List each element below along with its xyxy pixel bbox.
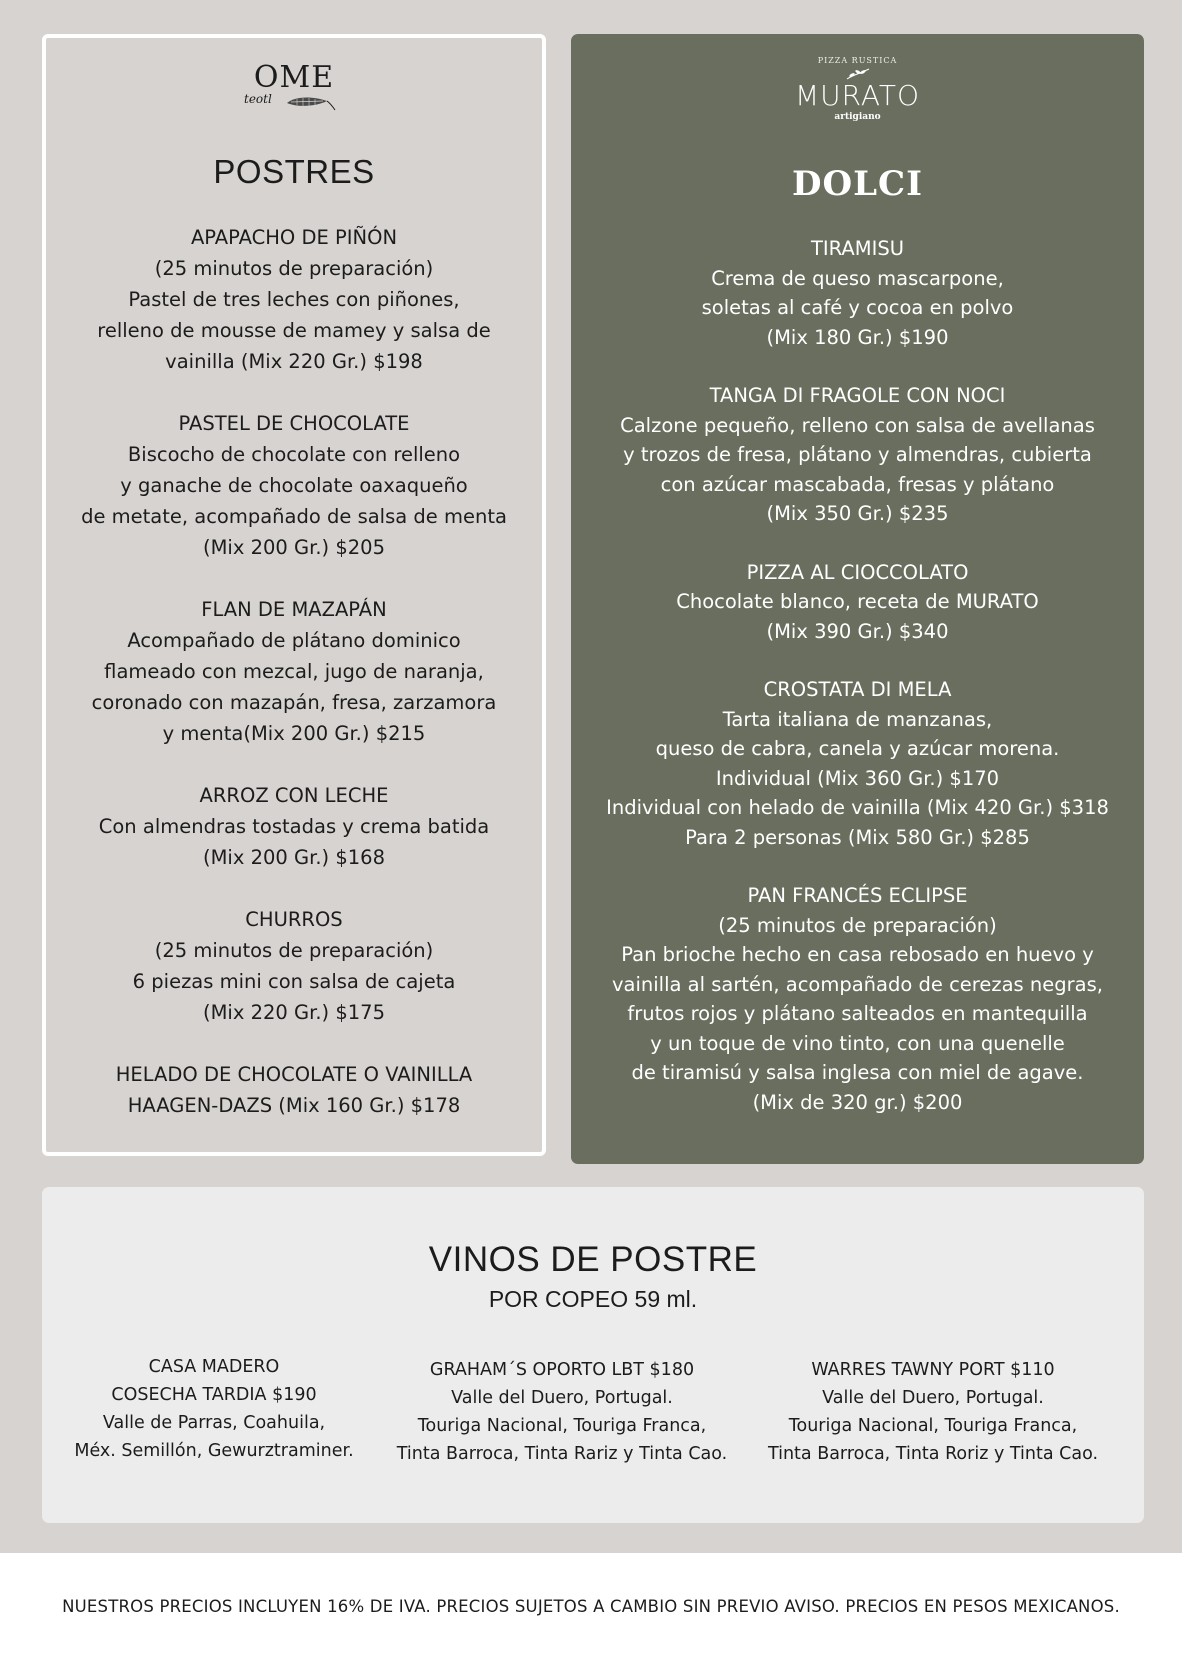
footer — [0, 1553, 1182, 1654]
vinos-title: VINOS DE POSTRE — [428, 1240, 758, 1279]
item-line: vainilla (Mix 220 Gr.) $198 — [165, 350, 423, 373]
dolci-panel — [571, 34, 1144, 1164]
item-line: (Mix 180 Gr.) $190 — [766, 325, 949, 349]
item-line: Tarta italiana de manzanas, — [722, 707, 993, 731]
item-line: soletas al café y cocoa en polvo — [701, 296, 1014, 319]
item-line: (25 minutos de preparación) — [154, 939, 434, 962]
menu-item — [46, 222, 542, 377]
item-name: ARROZ CON LECHE — [199, 784, 389, 807]
item-line: Para 2 personas (Mix 580 Gr.) $285 — [685, 825, 1030, 849]
wine-line: Valle de Parras, Coahuila, — [102, 1413, 326, 1433]
murato-logo-sub: artigiano — [834, 112, 881, 122]
wine-item — [64, 1353, 364, 1465]
item-name: PASTEL DE CHOCOLATE — [178, 412, 410, 435]
item-line: (25 minutos de preparación) — [718, 913, 997, 937]
item-line: (Mix 390 Gr.) $340 — [766, 619, 949, 643]
item-line: Individual con helado de vainilla (Mix 420 Gr.) $318 — [606, 796, 1109, 819]
wine-name: WARRES TAWNY PORT $110 — [811, 1360, 1055, 1380]
wine-line: Touriga Nacional, Touriga Franca, — [788, 1416, 1078, 1436]
menu-item — [46, 594, 542, 749]
item-line: Chocolate blanco, receta de MURATO — [676, 590, 1039, 613]
wine-line: Valle del Duero, Portugal. — [451, 1388, 673, 1408]
item-line: (Mix 200 Gr.) $168 — [203, 846, 385, 869]
menu-item — [571, 558, 1144, 647]
item-line: frutos rojos y plátano salteados en mantequilla — [627, 1002, 1088, 1025]
item-name: FLAN DE MAZAPÁN — [201, 598, 387, 621]
item-name: PIZZA AL CIOCCOLATO — [746, 560, 969, 584]
item-line: (Mix 220 Gr.) $175 — [203, 1001, 385, 1024]
menu-item — [571, 381, 1144, 529]
item-line: Calzone pequeño, relleno con salsa de avellanas — [620, 413, 1095, 437]
item-line: Acompañado de plátano dominico — [127, 629, 461, 652]
item-line: HAAGEN-DAZS (Mix 160 Gr.) $178 — [127, 1094, 461, 1117]
item-name: CROSTATA DI MELA — [763, 678, 952, 701]
wine-line: Méx. Semillón, Gewurztraminer. — [74, 1441, 354, 1461]
item-name: APAPACHO DE PIÑÓN — [190, 226, 398, 249]
dolci-list — [571, 234, 1144, 1117]
item-line: coronado con mazapán, fresa, zarzamora — [91, 691, 497, 714]
ome-logo-text: OME — [253, 60, 335, 95]
item-line: 6 piezas mini con salsa de cajeta — [132, 970, 456, 993]
item-line: (Mix 350 Gr.) $235 — [766, 502, 949, 525]
wine-line: Tinta Barroca, Tinta Rariz y Tinta Cao. — [396, 1444, 728, 1464]
wine-line: COSECHA TARDIA $190 — [111, 1385, 317, 1405]
wine-line: Touriga Nacional, Touriga Franca, — [417, 1416, 707, 1436]
item-name: TANGA DI FRAGOLE CON NOCI — [709, 384, 1006, 407]
wine-line: Tinta Barroca, Tinta Roriz y Tinta Cao. — [767, 1444, 1099, 1464]
postres-panel — [42, 34, 546, 1156]
item-line: de metate, acompañado de salsa de menta — [81, 505, 507, 528]
item-line: Con almendras tostadas y crema batida — [98, 815, 490, 838]
item-line: de tiramisú y salsa inglesa con miel de agave. — [631, 1061, 1084, 1084]
footer-note: NUESTROS PRECIOS INCLUYEN 16% DE IVA. PRECIOS SUJETOS A CAMBIO SIN PREVIO AVISO. PRECIOS EN PESOS MEXICANOS. — [62, 1597, 1120, 1616]
item-line: y menta(Mix 200 Gr.) $215 — [162, 722, 426, 745]
dolci-title: DOLCI — [792, 164, 923, 204]
vinos-panel — [42, 1187, 1144, 1523]
wine-name: CASA MADERO — [148, 1357, 280, 1377]
menu-item — [571, 675, 1144, 852]
item-line: Individual (Mix 360 Gr.) $170 — [715, 766, 1000, 790]
murato-logo — [571, 56, 1144, 130]
item-line: y un toque de vino tinto, con una quenelle — [650, 1031, 1065, 1055]
ome-logo — [46, 62, 542, 118]
item-line: con azúcar mascabada, fresas y plátano — [660, 472, 1055, 496]
vinos-subtitle: POR COPEO 59 ml. — [488, 1286, 698, 1312]
item-line: y ganache de chocolate oaxaqueño — [120, 474, 468, 497]
item-name: CHURROS — [245, 908, 343, 931]
wine-name: GRAHAM´S OPORTO LBT $180 — [429, 1360, 695, 1380]
menu-item — [46, 904, 542, 1028]
item-name: HELADO DE CHOCOLATE O VAINILLA — [115, 1063, 473, 1086]
postres-title: POSTRES — [213, 153, 375, 190]
item-line: Pan brioche hecho en casa rebosado en huevo y — [621, 943, 1094, 966]
menu-item — [571, 234, 1144, 352]
item-line: y trozos de fresa, plátano y almendras, cubierta — [623, 443, 1092, 466]
ome-logo-sub: teotl — [244, 92, 272, 106]
item-name: PAN FRANCÉS ECLIPSE — [747, 884, 968, 907]
item-line: Pastel de tres leches con piñones, — [128, 288, 460, 311]
murato-logo-top: PIZZA RUSTICA — [817, 56, 898, 65]
menu-item — [46, 408, 542, 563]
wine-line: Valle del Duero, Portugal. — [822, 1388, 1044, 1408]
item-line: queso de cabra, canela y azúcar morena. — [655, 737, 1060, 760]
item-line: (25 minutos de preparación) — [154, 257, 434, 280]
item-line: relleno de mousse de mamey y salsa de — [97, 319, 491, 342]
murato-logo-name: MURATO — [794, 79, 921, 112]
item-line: Biscocho de chocolate con relleno — [127, 443, 461, 466]
item-line: flameado con mezcal, jugo de naranja, — [104, 660, 484, 683]
item-line: vainilla al sartén, acompañado de cerezas negras, — [612, 972, 1103, 996]
postres-list — [46, 222, 542, 1121]
item-line: (Mix 200 Gr.) $205 — [203, 536, 385, 559]
item-line: Crema de queso mascarpone, — [711, 266, 1004, 290]
wine-item — [387, 1356, 737, 1468]
item-name: TIRAMISU — [811, 237, 904, 260]
menu-item — [46, 780, 542, 873]
menu-item — [46, 1059, 542, 1121]
menu-item — [571, 881, 1144, 1117]
item-line: (Mix de 320 gr.) $200 — [752, 1090, 963, 1114]
wine-item — [758, 1356, 1108, 1468]
